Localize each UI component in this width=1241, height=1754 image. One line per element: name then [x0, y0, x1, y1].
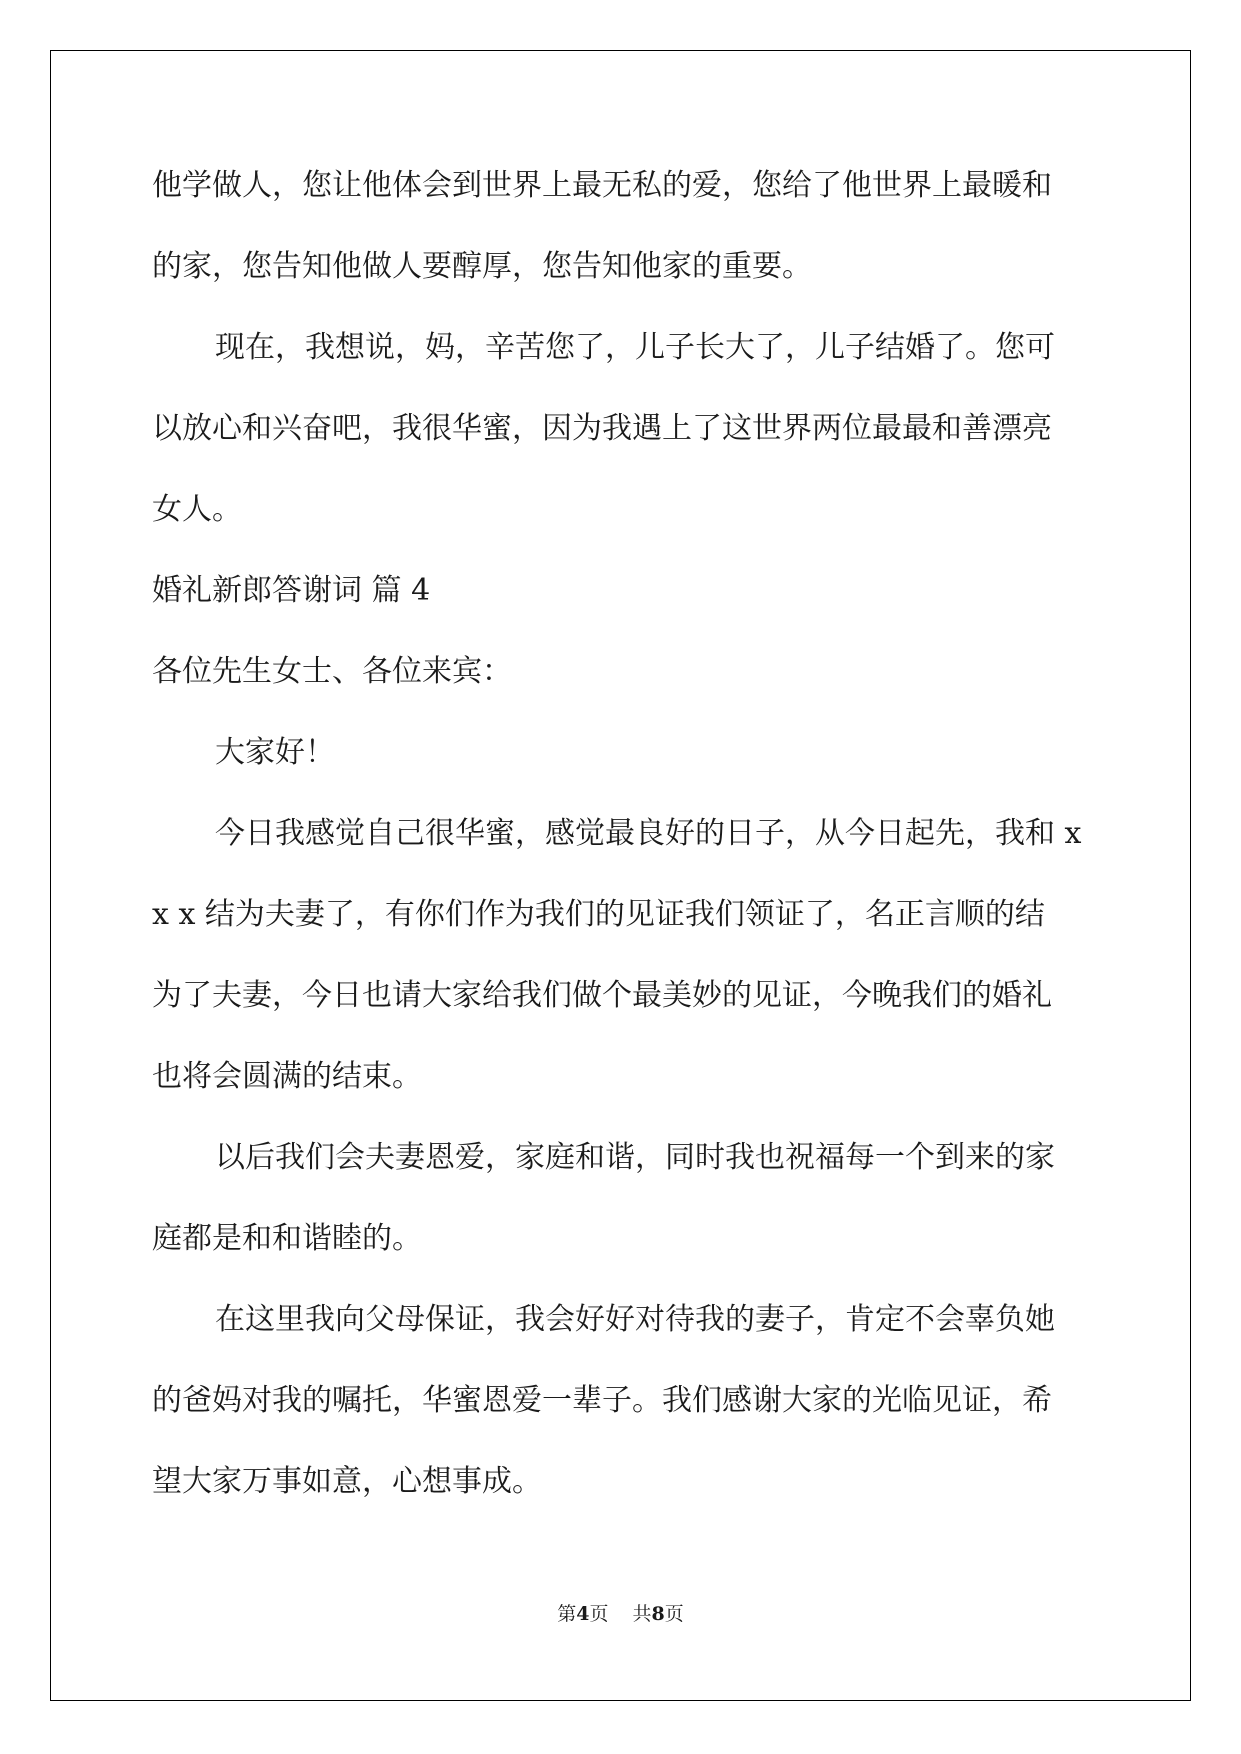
text-line: 也将会圆满的结束。 [152, 1059, 422, 1094]
section-heading: 婚礼新郎答谢词 篇 4 [152, 573, 431, 608]
page-current: 4 [576, 1603, 590, 1625]
text-line: 的家，您告知他做人要醇厚，您告知他家的重要。 [152, 249, 812, 284]
text-line: 女人。 [152, 492, 242, 527]
paragraph-start: 今日我感觉自己很华蜜，感觉最良好的日子，从今日起先，我和 x [215, 816, 1082, 851]
page-suffix: 页 [589, 1603, 609, 1625]
page-border [50, 50, 1191, 1701]
text-line: 望大家万事如意，心想事成。 [152, 1464, 542, 1499]
text-line: 他学做人，您让他体会到世界上最无私的爱，您给了他世界上最暖和 [152, 168, 1052, 203]
page-footer [0, 1602, 1241, 1626]
salutation: 各位先生女士、各位来宾： [152, 654, 512, 689]
page-total: 8 [651, 1603, 665, 1625]
paragraph-start: 在这里我向父母保证，我会好好对待我的妻子，肯定不会辜负她 [215, 1302, 1055, 1337]
page-prefix: 第 [557, 1603, 577, 1625]
text-line: 的爸妈对我的嘱托，华蜜恩爱一辈子。我们感谢大家的光临见证，希 [152, 1383, 1052, 1418]
greeting: 大家好！ [215, 735, 335, 770]
paragraph-start: 现在，我想说，妈，辛苦您了，儿子长大了，儿子结婚了。您可 [215, 330, 1055, 365]
text-line: 以放心和兴奋吧，我很华蜜，因为我遇上了这世界两位最最和善漂亮 [152, 411, 1052, 446]
total-suffix: 页 [664, 1603, 684, 1625]
text-line: 庭都是和和谐睦的。 [152, 1221, 422, 1256]
text-line: 为了夫妻，今日也请大家给我们做个最美妙的见证，今晚我们的婚礼 [152, 978, 1052, 1013]
paragraph-start: 以后我们会夫妻恩爱，家庭和谐，同时我也祝福每一个到来的家 [215, 1140, 1055, 1175]
text-line: x x 结为夫妻了，有你们作为我们的见证我们领证了，名正言顺的结 [152, 897, 1045, 932]
total-prefix: 共 [632, 1603, 652, 1625]
